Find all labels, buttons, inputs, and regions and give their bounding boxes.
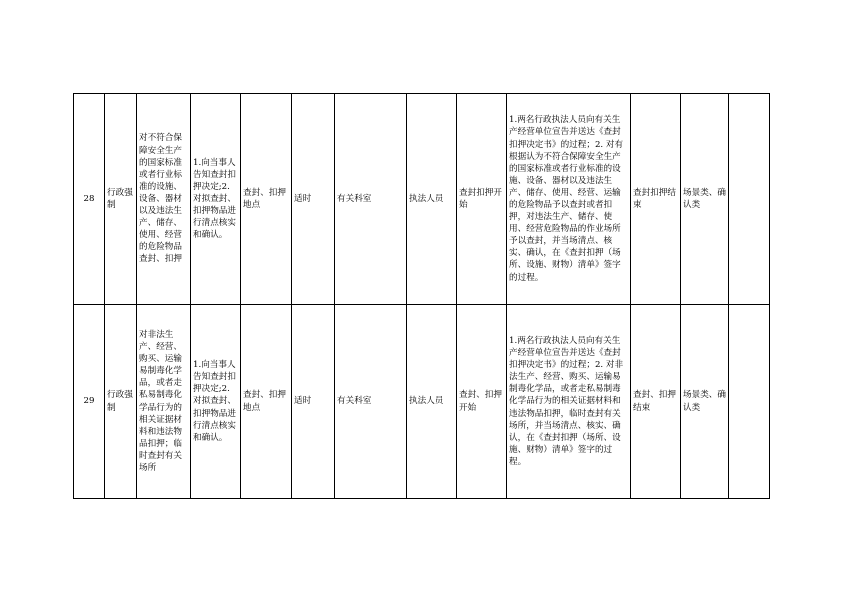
row-number-cell: 28 <box>74 94 105 305</box>
timing-cell: 适时 <box>292 94 335 305</box>
target-cell: 对非法生产、经营、购买、运输易制毒化学品，或者走私易制毒化学品行为的相关证据材料和违法物品扣押；临时查封有关场所 <box>137 305 191 499</box>
table-row <box>74 305 770 499</box>
end-cell: 查封扣押结束 <box>631 94 681 305</box>
extra-cell <box>729 305 770 499</box>
start-cell: 查封、扣押开始 <box>457 305 507 499</box>
category-cell: 行政强制 <box>105 305 137 499</box>
department-cell: 有关科室 <box>335 94 407 305</box>
end-cell: 查封、扣押结束 <box>631 305 681 499</box>
process-cell: 1.两名行政执法人员向有关生产经营单位宣告并送达《查封扣押决定书》的过程；2. 对非法生产、经营、购买、运输易制毒化学品，或者走私易制毒化学品行为的相关证据材料和违法物品扣押，临时查封有关场所，并当场清点、核实、确认，在《查封扣押（场所、设施、财物）清单》签字的过程。 <box>507 305 631 499</box>
location-cell: 查封、扣押地点 <box>241 305 292 499</box>
steps-cell: 1.向当事人告知查封扣押决定;2.对拟查封、扣押物品进行清点核实和确认。 <box>191 305 241 499</box>
table-row <box>74 94 770 305</box>
department-cell: 有关科室 <box>335 305 407 499</box>
type-cell: 场景类、确认类 <box>681 94 729 305</box>
process-cell: 1.两名行政执法人员向有关生产经营单位宣告并送达《查封扣押决定书》的过程；2. 对有根据认为不符合保障安全生产的国家标准或者行业标准的设施、设备、器材以及违法生产、储存、使用、经营、运输的危险物品予以查封或者扣押，对违法生产、储存、使用、经营危险物品的作业场所予以查封，并当场清点、核实、确认，在《查封扣押（场所、设施、财物）清单》签字的过程。 <box>507 94 631 305</box>
start-cell: 查封扣押开始 <box>457 94 507 305</box>
enforcement-table <box>73 93 770 499</box>
category-cell: 行政强制 <box>105 94 137 305</box>
target-cell: 对不符合保障安全生产的国家标准或者行业标准的设施、设备、器材以及违法生产、储存、使用、经营的危险物品查封、扣押 <box>137 94 191 305</box>
timing-cell: 适时 <box>292 305 335 499</box>
extra-cell <box>729 94 770 305</box>
steps-cell: 1.向当事人告知查封扣押决定;2.对拟查封、扣押物品进行清点核实和确认。 <box>191 94 241 305</box>
executor-cell: 执法人员 <box>407 94 457 305</box>
location-cell: 查封、扣押地点 <box>241 94 292 305</box>
type-cell: 场景类、确认类 <box>681 305 729 499</box>
row-number-cell: 29 <box>74 305 105 499</box>
executor-cell: 执法人员 <box>407 305 457 499</box>
